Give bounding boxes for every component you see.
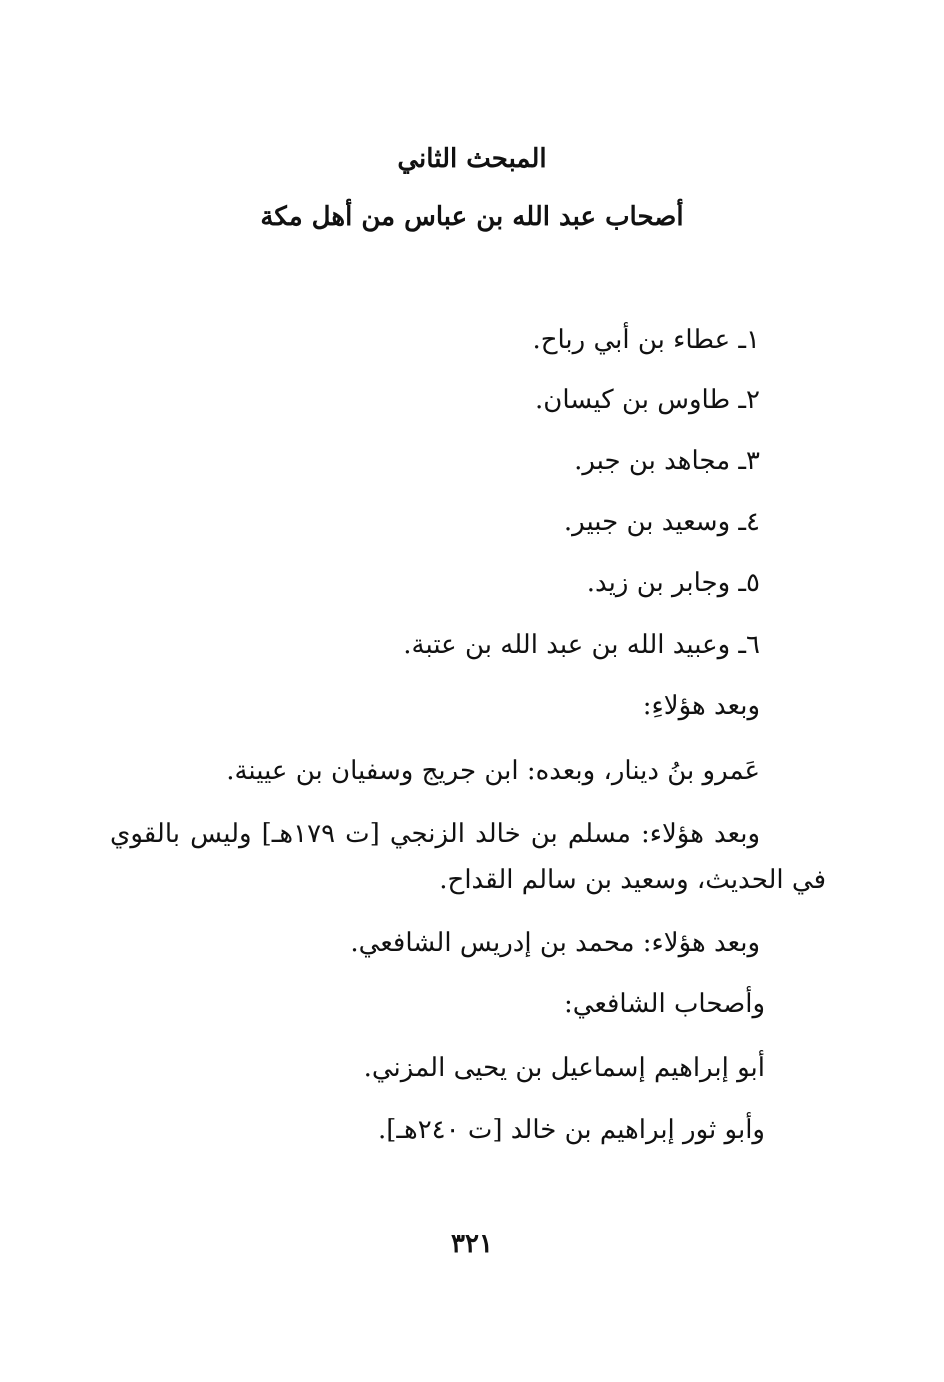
list-item: ٥ـ وجابر بن زيد. <box>586 568 760 598</box>
section-heading: المبحث الثاني <box>397 144 547 174</box>
paragraph-shafii-companions: وأصحاب الشافعي: <box>564 989 765 1019</box>
list-item: ٤ـ وسعيد بن جبير. <box>563 507 760 537</box>
paragraph-abu-thawr: وأبو ثور إبراهيم بن خالد [ت ٢٤٠هـ]. <box>377 1115 765 1145</box>
paragraph-after-them: وبعد هؤلاءِ: <box>642 691 760 721</box>
paragraph-shafii: وبعد هؤلاء: محمد بن إدريس الشافعي. <box>350 928 760 958</box>
page-number: ٣٢١ <box>451 1229 493 1259</box>
paragraph-muslim-line2: في الحديث، وسعيد بن سالم القداح. <box>439 865 826 895</box>
paragraph-muzani: أبو إبراهيم إسماعيل بن يحيى المزني. <box>363 1053 765 1083</box>
list-item: ٦ـ وعبيد الله بن عبد الله بن عتبة. <box>403 630 760 660</box>
section-title: أصحاب عبد الله بن عباس من أهل مكة <box>260 202 684 232</box>
list-item: ٣ـ مجاهد بن جبر. <box>574 446 760 476</box>
paragraph-muslim-line1: وبعد هؤلاء: مسلم بن خالد الزنجي [ت ١٧٩هـ] وليس بالقوي <box>110 819 760 849</box>
list-item: ٢ـ طاوس بن كيسان. <box>534 385 760 415</box>
list-item: ١ـ عطاء بن أبي رباح. <box>532 325 760 355</box>
paragraph-amr: عَمرو بنُ دينار، وبعده: ابن جريج وسفيان بن عيينة. <box>226 756 760 786</box>
